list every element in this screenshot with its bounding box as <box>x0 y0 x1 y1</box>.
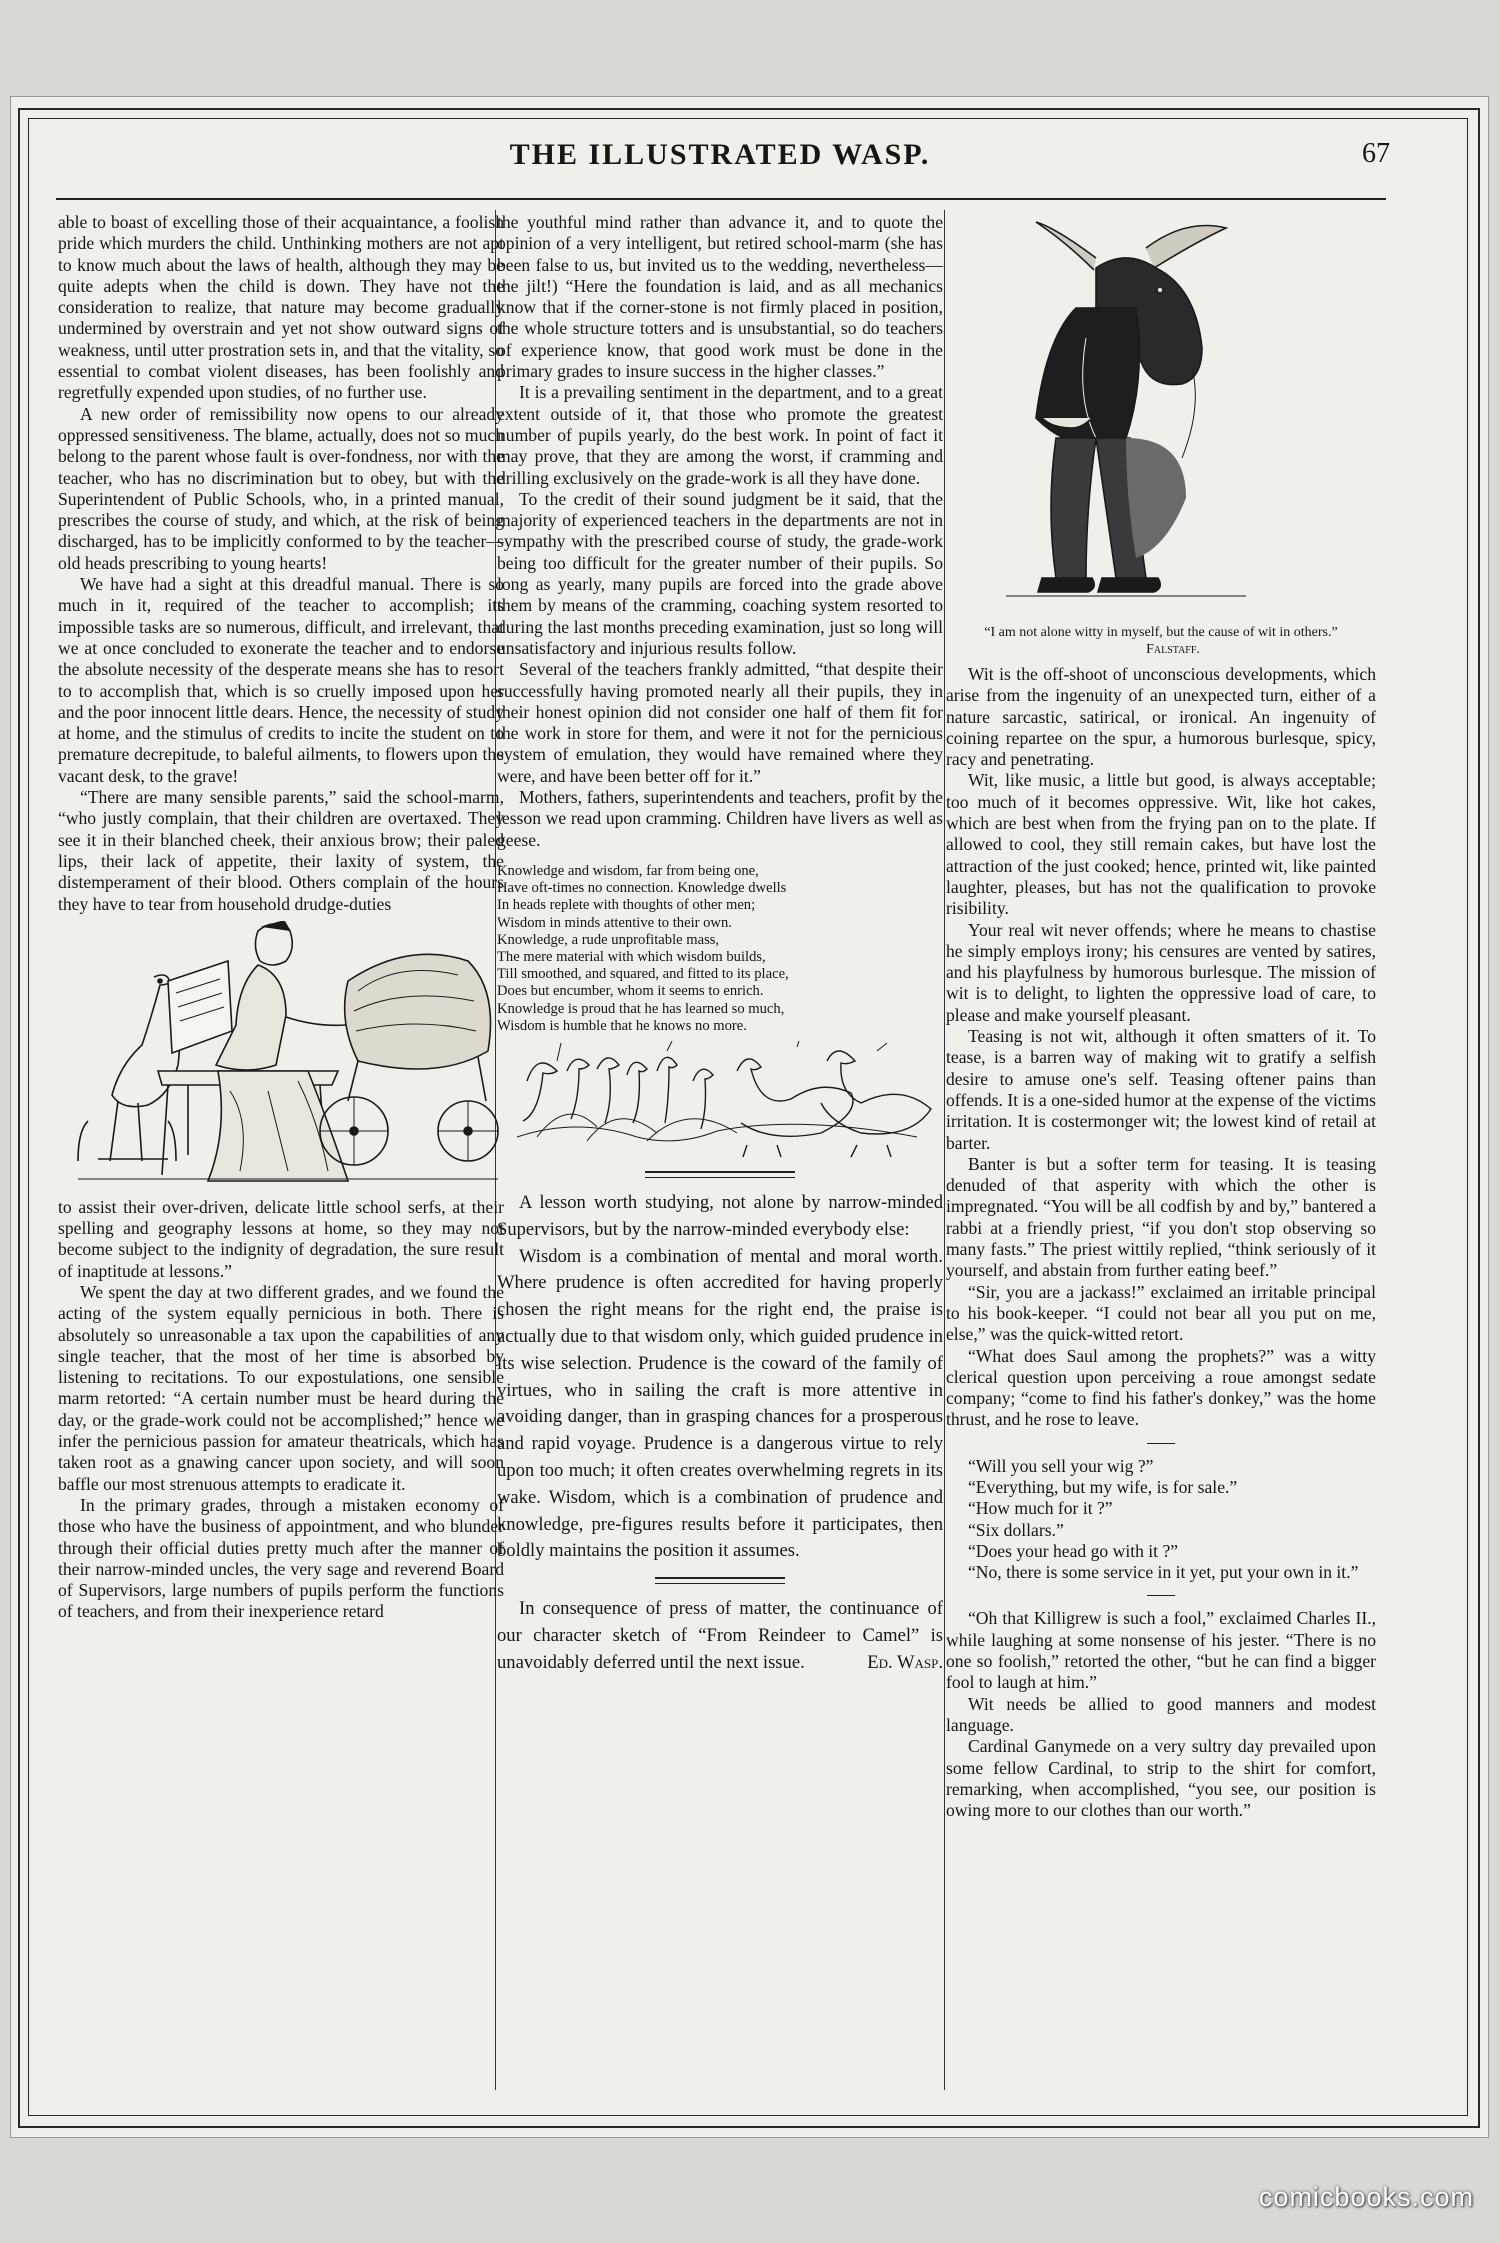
dialogue-line: “Does your head go with it ?” <box>968 1540 1179 1561</box>
poem-line: Wisdom in minds attentive to their own. <box>497 914 732 931</box>
paragraph: Cardinal Ganymede on a very sultry day prevailed upon some fellow Cardinal, to strip to the shirt for comfort, remarking, when accomplished, “you see, our position is owing more to our clothes than our worth.” <box>946 1736 1376 1821</box>
illustration-caption <box>946 624 1376 658</box>
schoolroom-illustration <box>58 921 504 1191</box>
notice-text: In consequence of press of matter, the continuance of our character sketch of “From Reindeer to Camel” is unavoidably deferred until the next issue. <box>497 1598 943 1673</box>
section-separator <box>1147 1443 1175 1444</box>
header-rule <box>56 198 1386 200</box>
paragraph: In the primary grades, through a mistaken economy of those who have the business of appointment, and who blunder through their official duties pretty much after the manner of their narrow-minded uncles, the very sage and reverend Board of Supervisors, large numbers of pupils perform the functions of teachers, and from their inexperience retard <box>58 1494 504 1622</box>
paragraph: “Sir, you are a jackass!” exclaimed an irritable principal to his book-keeper. “I could not bear all you put on me, else,” was the quick-witted retort. <box>946 1281 1376 1345</box>
paragraph: We have had a sight at this dreadful manual. There is so much in it, required of the teacher to accomplish; its impossible tasks are so numerous, difficult, and irrelevant, that we at once concluded to exonerate the teacher and to endorse the absolute necessity of the desperate means she has to resort to to accomplish that, which is so cruelly imposed upon her and the poor innocent little dears. Hence, the necessity of study at home, and the stimulus of credits to incite the student on to premature decrepitude, to baleful ailments, to flowers upon the vacant desk, to the grave! <box>58 574 504 786</box>
poem <box>497 863 943 1035</box>
paragraph: “There are many sensible parents,” said the school-marm, “who justly complain, that their children are overtaxed. They see it in their blanched cheek, their anxious brow; their paled lips, their lack of appetite, their laxity of system, the distemperament of their blood. Others complain of the hours they have to tear from household drudge-duties <box>58 787 504 914</box>
donkey-man-illustration <box>946 218 1376 618</box>
poem-line: Does but encumber, whom it seems to enrich. <box>497 983 764 1000</box>
dialogue-line: “Will you sell your wig ?” <box>968 1455 1154 1476</box>
paragraph: Wit needs be allied to good manners and modest language. <box>946 1693 1376 1735</box>
poem-line: In heads replete with thoughts of other men; <box>497 897 756 914</box>
paragraph: to assist their over-driven, delicate little school serfs, at their spelling and geography lessons at home, so they may not become subject to the indignity of degradation, the sure result of inaptitude at lessons.” <box>58 1196 504 1281</box>
paragraph: able to boast of excelling those of their acquaintance, a foolish pride which murders the child. Unthinking mothers are not apt to know much about the laws of health, although they may be quite adepts when the child is down. They have not the consideration to realize, that nature may become gradually undermined by overstrain and yet not show outward signs of weakness, until utter prostration sets in, and that the vitality, so essential to combat violent diseases, has been foolishly and regretfully expended upon studies, of no further use. <box>58 212 504 403</box>
poem-line: Knowledge and wisdom, far from being one, <box>497 862 759 879</box>
paragraph: Several of the teachers frankly admitted, “that despite their successfully having promoted nearly all their pupils, they in their honest opinion did not consider one half of them fit for the work in store for them, and were it not for the pernicious system of emulation, they would have remained where they were, and have been better off for it.” <box>497 659 943 786</box>
paragraph: A new order of remissibility now opens to our already oppressed sensitiveness. The blame, actually, does not so much belong to the parent whose fault is over-fondness, nor with the teacher, who has no discrimination but to obey, but with the Superintendent of Public Schools, who, in a printed manual, prescribes the course of study, and which, at the risk of being discharged, has to be implicitly conformed to by the teacher—old heads prescribing to young hearts! <box>58 403 504 573</box>
caption-quote: “I am not alone witty in myself, but the cause of wit in others.” <box>984 625 1338 640</box>
dialogue-line: “How much for it ?” <box>968 1498 1113 1519</box>
poem-line: Wisdom is humble that he knows no more. <box>497 1017 747 1034</box>
paragraph: We spent the day at two different grades, and we found the acting of the system equally pernicious in both. There is absolutely so unreasonable a tax upon the capabilities of any single teacher, that the most of her time is absorbed by listening to recitations. To our expostulations, one sensible marm retorted: “A certain number must be heard during the day, or the grade-work could not be accomplished;” hence we infer the pernicious passion for amateur theatricals, which has taken root as a gnawing cancer upon society, and will soon baffle our most strenuous attempts to eradicate it. <box>58 1281 504 1494</box>
poem-line: Till smoothed, and squared, and fitted to its place, <box>497 966 789 983</box>
paragraph: It is a prevailing sentiment in the department, and to a great extent outside of it, that those who promote the greatest number of pupils yearly, do the best work. In point of fact it may prove, that they are among the worst, if cramming and drilling exclusively on the grade-work is all they have done. <box>497 382 943 488</box>
paragraph: the youthful mind rather than advance it, and to quote the opinion of a very intelligent, but retired school-marm (she has been false to us, but invited us to the wedding, nevertheless—the jilt!) “Here the foundation is laid, and as all mechanics know that if the corner-stone is not firmly placed in position, the whole structure totters and is unsubstantial, so do teachers of experience know, that good work must be done in the primary grades to insure success in the higher classes.” <box>497 212 943 382</box>
publication-title: THE ILLUSTRATED WASP. <box>509 138 931 171</box>
paragraph: To the credit of their sound judgment be it said, that the majority of experienced teachers in the departments are not in sympathy with the prescribed course of study, the grade-work being too difficult for the greater number of their pupils. So long as yearly, many pupils are forced into the grade above them by means of the cramming, coaching system resorted to during the last months preceding examination, just so long will unsatisfactory and injurious results follow. <box>497 488 943 658</box>
lower-section <box>497 1190 943 1677</box>
caption-author: Falstaff. <box>1146 642 1200 657</box>
poem-line: Have oft-times no connection. Knowledge dwells <box>497 880 787 897</box>
poem-line: Knowledge is proud that he has learned so much, <box>497 1000 785 1017</box>
section-separator <box>1147 1595 1175 1596</box>
paragraph: Wit, like music, a little but good, is always acceptable; too much of it becomes oppressive. Wit, like hot cakes, which are best when from the frying pan on to the plate. If allowed to cool, they still remain cakes, but have lost the attraction of the just cooked; hence, printed wit, like painted laughter, pleases, but has not the qualification to provoke risibility. <box>946 770 1376 919</box>
paragraph <box>497 1596 943 1676</box>
column-1 <box>58 212 504 2092</box>
poem-line: The mere material with which wisdom builds, <box>497 948 766 965</box>
site-watermark: comicbooks.com <box>1258 2182 1474 2212</box>
geese-illustration <box>497 1041 943 1159</box>
masthead <box>60 138 1390 184</box>
paragraph: Mothers, fathers, superintendents and teachers, profit by the lesson we read upon cramming. Children have livers as well as geese. <box>497 787 943 850</box>
section-separator <box>655 1577 785 1584</box>
paragraph: Your real wit never offends; where he means to chastise he simply employs irony; his censures are vented by satires, and his playfulness by humorous burlesque. The mission of wit is to delight, to lighten the oppressive load of care, to please and make yourself pleasant. <box>946 919 1376 1025</box>
paragraph: A lesson worth studying, not alone by narrow-minded Supervisors, but by the narrow-minded everybody else: <box>497 1191 943 1240</box>
poem-line: Knowledge, a rude unprofitable mass, <box>497 931 720 948</box>
dialogue-line: “Everything, but my wife, is for sale.” <box>968 1476 1238 1497</box>
column-2 <box>497 212 943 2092</box>
paragraph: “Oh that Killigrew is such a fool,” exclaimed Charles II., while laughing at some nonsense of his jester. “There is no one so foolish,” retorted the other, “but he can find a bigger fool to laugh at him.” <box>946 1608 1376 1693</box>
section-separator <box>645 1171 795 1178</box>
paragraph: Wit is the off-shoot of unconscious developments, which arise from the ingenuity of an unexpected turn, either of a nature sarcastic, satirical, or ironical. An ingenuity of coining repartee on the spur, a humorous burlesque, spicy, racy and penetrating. <box>946 664 1376 770</box>
paragraph: “What does Saul among the prophets?” was a witty clerical question upon perceiving a roue amongst sedate company; “come to find his father's donkey,” was the home thrust, and he rose to leave. <box>946 1345 1376 1430</box>
editor-signature: Ed. Wasp. <box>867 1651 943 1673</box>
dialogue-line: “No, there is some service in it yet, put your own in it.” <box>968 1562 1359 1583</box>
paragraph: Banter is but a softer term for teasing. It is teasing denuded of that asperity with which the other is impregnated. “You will be all codfish by and by,” bantered a rabbi at a friendly priest, “if you don't stop observing so many fasts.” The priest wittily replied, “think seriously of it yourself, and abstain from further eating beef.” <box>946 1153 1376 1281</box>
page-number: 67 <box>1362 138 1390 169</box>
column-3 <box>946 212 1376 2092</box>
column-divider-2 <box>944 210 945 2090</box>
paragraph: Teasing is not wit, although it often smatters of it. To tease, is a barren way of making wit to gratify a selfish desire to amuse one's self. Teasing oftener pains than offends. It is a one-sided humor at the expense of the victims irritation. It is costermonger wit; the lowest kind of retail at barter. <box>946 1026 1376 1153</box>
paragraph: Wisdom is a combination of mental and moral worth. Where prudence is often accredited for having properly chosen the right means for the right end, the praise is actually due to that wisdom only, which guided prudence in its wise selection. Prudence is the coward of the family of virtues, who in sailing the craft is more attentive in avoiding danger, than in grasping chances for a prosperous and rapid voyage. Prudence is a dangerous virtue to rely upon too much; it often creates overwhelming regrets in its wake. Wisdom, which is a combination of prudence and knowledge, pre-figures results before it participates, then boldly maintains the position it assumes. <box>497 1245 943 1562</box>
dialogue-line: “Six dollars.” <box>968 1519 1064 1540</box>
